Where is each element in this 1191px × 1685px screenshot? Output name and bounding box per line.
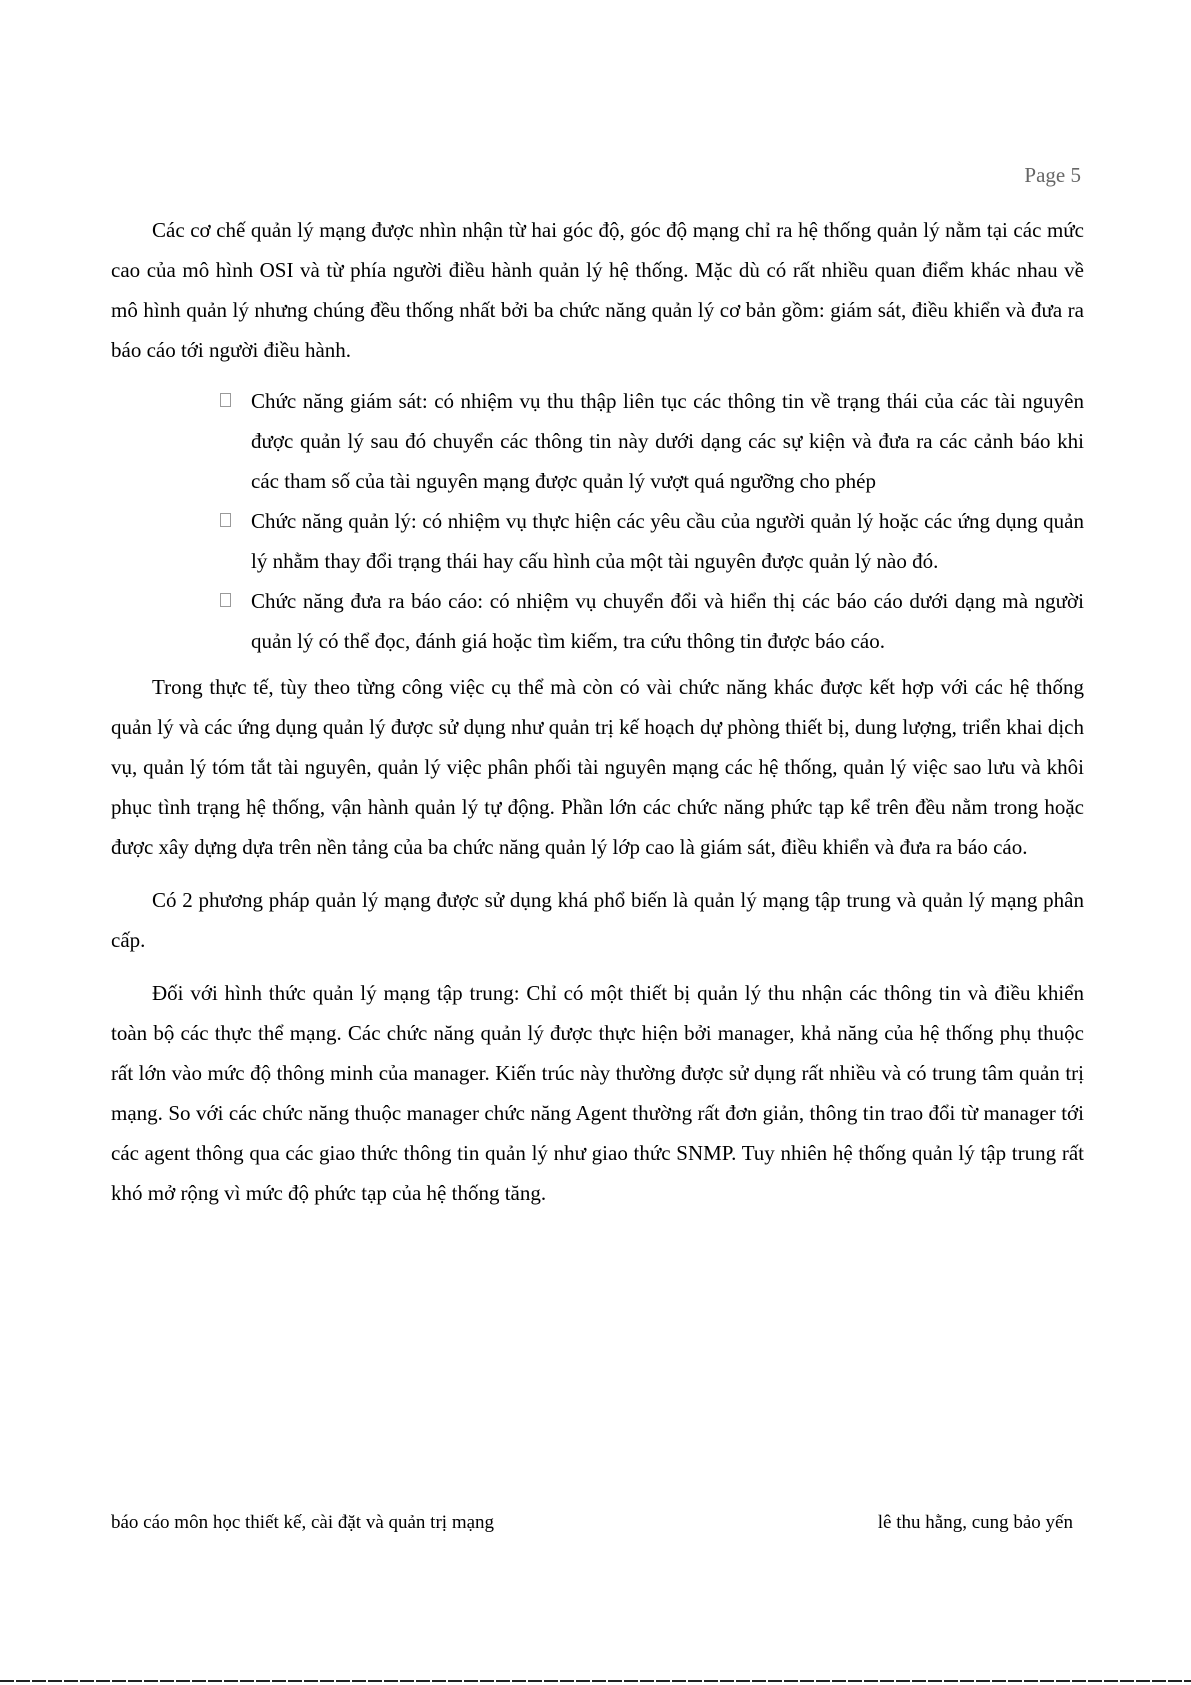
list-item-text: Chức năng quản lý: có nhiệm vụ thực hiện các yêu cầu của người quản lý hoặc các ứng dụng quản lý nhằm thay đổi trạng thái hay cấu hình của một tài nguyên được quản lý nào đó.	[251, 509, 1084, 573]
bottom-divider	[0, 1680, 1191, 1682]
list-item	[251, 381, 1084, 501]
functions-paragraph: Trong thực tế, tùy theo từng công việc cụ thể mà còn có vài chức năng khác được kết hợp với các hệ thống quản lý và các ứng dụng quản lý được sử dụng như quản trị kế hoạch dự phòng thiết bị, dung lượng, triển khai dịch vụ, quản lý tóm tắt tài nguyên, quản lý việc phân phối tài nguyên mạng các hệ thống, quản lý việc sao lưu và khôi phục tình trạng hệ thống, vận hành quản lý tự động. Phần lớn các chức năng phức tạp kể trên đều nằm trong hoặc được xây dựng dựa trên nền tảng của ba chức năng quản lý lớp cao là giám sát, điều khiển và đưa ra báo cáo.	[111, 675, 1084, 859]
intro-paragraph: Các cơ chế quản lý mạng được nhìn nhận từ hai góc độ, góc độ mạng chỉ ra hệ thống quản lý nằm tại các mức cao của mô hình OSI và từ phía người điều hành quản lý hệ thống. Mặc dù có rất nhiều quan điểm khác nhau về mô hình quản lý nhưng chúng đều thống nhất bởi ba chức năng quản lý cơ bản gồm: giám sát, điều khiển và đưa ra báo cáo tới người điều hành.	[111, 218, 1084, 362]
page-content	[111, 210, 1084, 1213]
bullet-box-icon	[220, 593, 231, 607]
list-item	[251, 581, 1084, 661]
page-number: Page 5	[1024, 163, 1081, 187]
centralized-paragraph: Đối với hình thức quản lý mạng tập trung: Chỉ có một thiết bị quản lý thu nhận các thông tin và điều khiển toàn bộ các thực thể mạng. Các chức năng quản lý được thực hiện bởi manager, khả năng của hệ thống phụ thuộc rất lớn vào mức độ thông minh của manager. Kiến trúc này thường được sử dụng rất nhiều và có trung tâm quản trị mạng. So với các chức năng thuộc manager chức năng Agent thường rất đơn giản, thông tin trao đổi từ manager tới các agent thông qua các giao thức thông tin quản lý như giao thức SNMP. Tuy nhiên hệ thống quản lý tập trung rất khó mở rộng vì mức độ phức tạp của hệ thống tăng.	[111, 981, 1084, 1205]
methods-paragraph: Có 2 phương pháp quản lý mạng được sử dụng khá phổ biến là quản lý mạng tập trung và quản lý mạng phân cấp.	[111, 888, 1084, 952]
bullet-box-icon	[220, 393, 231, 407]
footer-course-title: báo cáo môn học thiết kế, cài đặt và quản trị mạng	[111, 1512, 495, 1533]
list-item	[251, 501, 1084, 581]
list-item-text: Chức năng đưa ra báo cáo: có nhiệm vụ chuyển đổi và hiển thị các báo cáo dưới dạng mà người quản lý có thể đọc, đánh giá hoặc tìm kiếm, tra cứu thông tin được báo cáo.	[251, 589, 1084, 653]
footer-authors: lê thu hằng, cung bảo yến	[877, 1512, 1073, 1533]
page-footer	[111, 1512, 1073, 1534]
bullet-box-icon	[220, 513, 231, 527]
function-list	[111, 381, 1084, 661]
list-item-text: Chức năng giám sát: có nhiệm vụ thu thập liên tục các thông tin về trạng thái của các tài nguyên được quản lý sau đó chuyển các thông tin này dưới dạng các sự kiện và đưa ra các cảnh báo khi các tham số của tài nguyên mạng được quản lý vượt quá ngưỡng cho phép	[251, 389, 1084, 493]
